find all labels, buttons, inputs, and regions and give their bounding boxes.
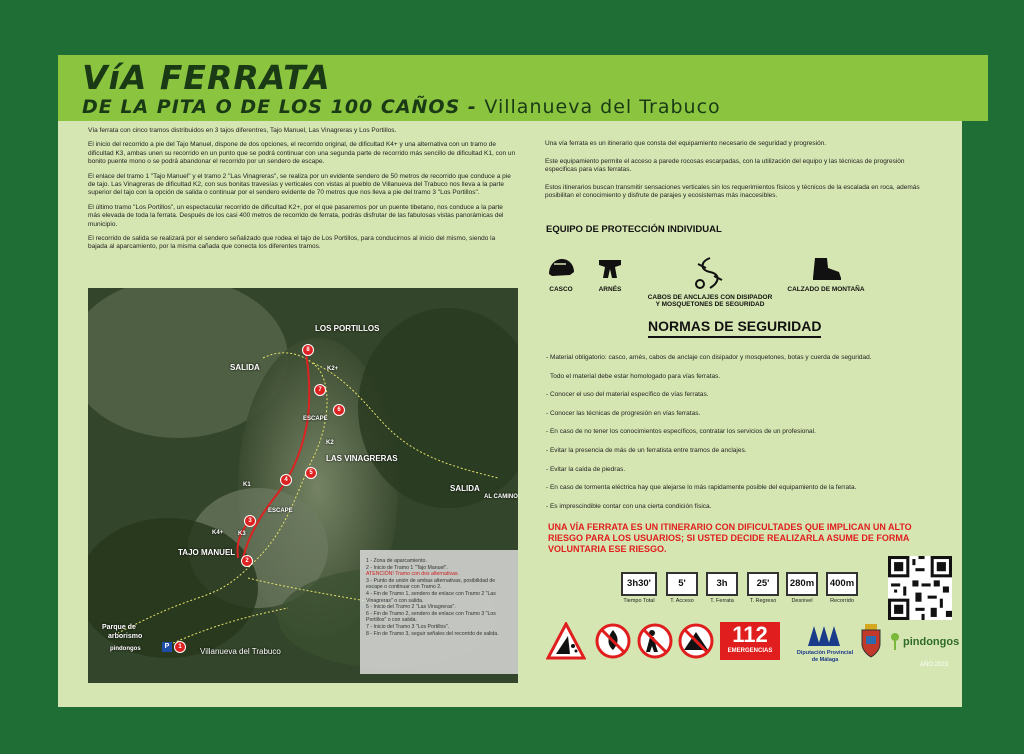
rule-item: - Conocer el uso del material específico de vías ferratas. [546, 390, 709, 398]
equipment-harness [592, 256, 628, 293]
stat-label: Recorrido [830, 598, 854, 604]
subtitle-place: Villanueva del Trabuco [484, 96, 721, 118]
map-label-difficulty: K2+ [327, 366, 339, 372]
map-label-difficulty: K3 [238, 531, 246, 537]
intro-paragraph: El último tramo "Los Portillos", un espectacular recorrido de dificultad K2+, por el que pasaremos por un puente tibetano, nos conduce a la parte más elevada de toda la ferrata. Después de los casi 400 metros de recorrido de ferrata, podrás disfrutar de las fabulosas vistas panorámicas del municipio. [88, 203, 504, 228]
year-label: AÑO 2023 [920, 662, 949, 668]
map-label-villanueva: Villanueva del Trabuco [200, 647, 281, 656]
emergency-label: EMERGENCIAS [727, 648, 773, 654]
map-label-al-camino: AL CAMINO [484, 494, 518, 500]
rule-line: Todo el material debe estar homologado para vías ferratas. [550, 372, 721, 380]
map-label-vinagreras: LAS VINAGRERAS [326, 454, 398, 463]
map-label-portillos: LOS PORTILLOS [315, 324, 380, 333]
intro-text [88, 127, 516, 258]
legend-item: 5 - Inicio del Tramo 2 "Las Vinagreras". [366, 604, 456, 611]
no-fire-icon [594, 622, 632, 660]
rule-item: - Conocer las técnicas de progresión en vías ferratas. [546, 409, 701, 417]
intro-paragraph: El inicio del recorrido a pie del Tajo Manuel, dispone de dos opciones, el recorrido original, de dificultad K4+ y una alternativa con un tramo de dificultad K3, ambas unen su recorrido en un punto que se podrá continuar con una segunda parte de recorrido más sencillo de dificultad K1, con un bonito puente mono o se podrá abandonar el recorrido por un sendero de escape. [88, 141, 516, 166]
equipment-label: CALZADO DE MONTAÑA [787, 286, 865, 293]
equipment-label: CASCO [549, 286, 573, 293]
safety-rules-list [546, 354, 926, 522]
stat-value: 400m [826, 572, 858, 596]
rule-item: - En caso de no tener los conocimientos específicos, contratar los servicios de un profesional. [546, 428, 816, 436]
legend-warning: ATENCIÓN! Tramo con dos alternativas. [366, 571, 460, 578]
stat-return-time [745, 572, 781, 604]
legend-item: 7 - Inicio del Tramo 3 "Los Portillos". [366, 623, 450, 630]
equipment-lanyards [640, 256, 780, 308]
map-point-5: 5 [305, 467, 317, 479]
lanyard-icon [692, 256, 728, 290]
map-label-difficulty: K1 [243, 482, 251, 488]
route-map [88, 288, 518, 683]
rule-item: - Es imprescindible contar con una cierta condición física. [546, 503, 712, 511]
stat-distance [824, 572, 860, 604]
description-paragraph: Estos itinerarios buscan transmitir sensaciones verticales sin los requerimientos físicos y técnicos de la escalada en roca, además posibilitan el conocimiento y disfrute de parajes y ecosistemas más inaccesibles. [545, 183, 920, 199]
map-label-difficulty: K4+ [212, 530, 224, 536]
map-point-3: 3 [244, 515, 256, 527]
equipment-helmet [543, 256, 579, 293]
map-label-escape: ESCAPE [268, 508, 293, 514]
map-label-salida: SALIDA [450, 484, 480, 493]
description-paragraph: Una vía ferrata es un itinerario que consta del equipamiento necesario de seguridad y progresión. [545, 140, 827, 147]
legend-item: 1 - Zona de aparcamiento. [366, 558, 427, 564]
equipment-boots [786, 256, 866, 293]
map-label-difficulty: K2 [326, 440, 334, 446]
diputacion-label: Diputación Provincial [796, 650, 854, 656]
parking-icon: P [162, 642, 172, 652]
map-point-1: 1 [174, 641, 186, 653]
map-label-salida: SALIDA [230, 363, 260, 372]
equipment-label: CABOS DE ANCLAJES CON DISIPADOR [647, 294, 773, 301]
risk-warning: UNA VÍA FERRATA ES UN ITINERARIO CON DIFICULTADES QUE IMPLICAN UN ALTO RIESGO PARA LOS USUARIOS; SI USTED DECIDE REALIZARLA ASUME DE FORMA VOLUNTARIA ESE RIESGO. [548, 522, 912, 554]
stat-value: 3h30' [621, 572, 657, 596]
description-paragraph: Este equipamiento permite el acceso a parede rocosas escarpadas, con la utilización del equipo y las técnicas de progresión especificas para vías ferratas. [545, 157, 905, 173]
intro-paragraph: El enlace del tramo 1 "Tajo Manuel" y el tramo 2 "Las Vinagreras", se realiza por un evidente sendero de 50 metros de recorrido que conduce a pie de tajo. Las Vinagreras de dificultad K2, con sus bonitas travesías y verticales con vistas al pueblo de Villanueva del Trabuco nos lleva a la parte superior del tajo con la opción de salida o continuar por el sendero evidente de 70 metros que nos lleva a pie del tramo 3 "Los Portillos". [88, 172, 511, 197]
helmet-icon [546, 256, 576, 282]
stat-label: Desnivel [791, 598, 813, 604]
map-point-6: 6 [333, 404, 345, 416]
stat-label: Tiempo Total [623, 598, 655, 604]
page-title: VíA FERRATA [82, 58, 331, 97]
no-camping-icon [676, 622, 716, 660]
stat-value: 25' [747, 572, 779, 596]
diputacion-label: de Málaga [811, 657, 839, 663]
emergency-number: 112 [732, 622, 768, 647]
map-label-arborismo: arborismo [108, 633, 143, 640]
stat-label: T. Ferrata [710, 598, 734, 604]
map-label-tajo-manuel: TAJO MANUEL [178, 548, 236, 557]
equipment-title: EQUIPO DE PROTECCIÓN INDIVIDUAL [546, 224, 722, 235]
falling-rocks-warning-icon [546, 622, 586, 660]
stat-access-time [664, 572, 700, 604]
stat-label: T. Acceso [670, 598, 694, 604]
rule-item [546, 354, 926, 381]
stat-value: 3h [706, 572, 738, 596]
equipment-label: ARNÉS [598, 286, 622, 293]
harness-icon [595, 256, 625, 282]
safety-rules-title: NORMAS DE SEGURIDAD [648, 318, 821, 338]
map-point-2: 2 [241, 555, 253, 567]
page-subtitle [82, 96, 721, 118]
subtitle-text: DE LA PITA O DE LOS 100 CAÑOS - [82, 96, 477, 118]
qr-code[interactable] [888, 556, 952, 620]
map-label-escape: ESCAPE [303, 416, 328, 422]
boot-icon [809, 256, 843, 282]
map-point-7: 7 [314, 384, 326, 396]
legend-item: 8 - Fin de Tramo 3, seguir señales del recorrido de salida. [366, 630, 499, 637]
stat-ferrata-time [704, 572, 740, 604]
map-legend [360, 550, 518, 674]
stat-total-time [618, 572, 660, 604]
rule-item: - Evitar la caída de piedras. [546, 465, 626, 473]
rule-line: - Material obligatorio: casco, arnés, cabos de anclaje con disipador y mosquetones, botas y cuerda de seguridad. [546, 354, 872, 361]
map-label-parque: Parque de [102, 624, 136, 631]
rule-item: - En caso de tormenta eléctrica hay que alejarse lo más rapidamente posible del equipamiento de la ferrata. [546, 484, 857, 492]
legend-item: 2 - Inicio de Tramo 1 "Tajo Manuel". [366, 564, 448, 571]
equipment-label: Y MOSQUETONES DE SEGURIDAD [655, 301, 765, 308]
description-text [545, 140, 935, 210]
stat-elevation [784, 572, 820, 604]
intro-paragraph: Vía ferrata con cinco tramos distribuidos en 3 tajos diferentres, Tajo Manuel, Las Vinagreras y Los Portillos. [88, 127, 397, 134]
stat-value: 280m [786, 572, 818, 596]
intro-paragraph: El recorrido de salida se realizará por el sendero señalizado que rodea el tajo de Los Portillos, para conducirnos al inicio del mismo, siendo la bajada al aparcamiento, por la misma cañada que conecta los diferentes tramos. [88, 235, 496, 251]
map-point-8: 8 [302, 344, 314, 356]
legend-item: 6 - Fin de Tramo 2, sendero de enlace con Tramo 3 "Los Portillos" o con salida. [366, 610, 496, 624]
pindongos-logo-icon [888, 632, 902, 650]
pindongos-logo-text: pindongos [903, 636, 960, 648]
emergency-112 [720, 622, 780, 660]
map-label-pindongos: pindongos [110, 646, 141, 652]
stat-value: 5' [666, 572, 698, 596]
legend-item: 3 - Punto de unión de ambas alternativas, posibilidad de escape o continuar con Tramo 2. [366, 577, 496, 591]
map-point-4: 4 [280, 474, 292, 486]
no-children-icon [636, 622, 674, 660]
rule-item: - Evitar la presencia de más de un ferratista entre tramos de anclajes. [546, 447, 747, 455]
town-coat-of-arms-icon [860, 624, 882, 658]
stat-label: T. Regreso [749, 598, 777, 604]
legend-item: 4 - Fin de Tramo 1, sendero de enlace con Tramo 2 "Las Vinagreras" o con salida. [366, 590, 496, 604]
diputacion-logo-icon [806, 624, 842, 648]
